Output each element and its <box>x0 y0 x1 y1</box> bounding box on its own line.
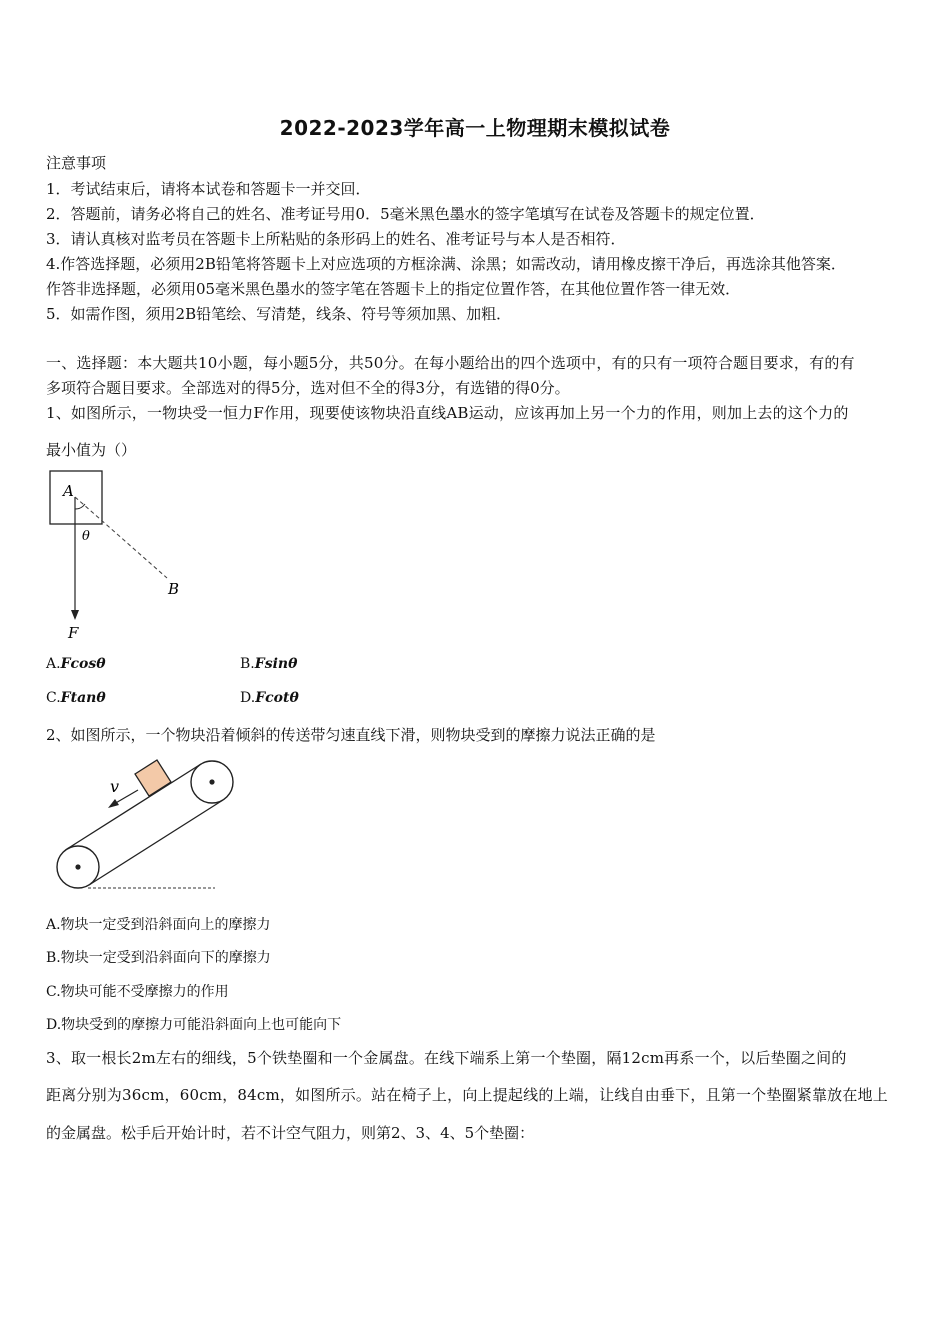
q2-option-d: D.物块受到的摩擦力可能沿斜面向上也可能向下 <box>46 1017 342 1033</box>
notice-item-3: 3．请认真核对监考员在答题卡上所粘贴的条形码上的姓名、准考证号与本人是否相符． <box>46 230 626 248</box>
q2-option-b: B.物块一定受到沿斜面向下的摩擦力 <box>46 950 271 966</box>
notice-item-4: 4.作答选择题，必须用2B铅笔将答题卡上对应选项的方框涂满、涂黑；如需改动，请用橡皮擦干净后，再选涂其他答案． <box>46 255 846 273</box>
notice-item-2: 2．答题前，请务必将自己的姓名、准考证号用0．5毫米黑色墨水的签字笔填写在试卷及答题卡的规定位置． <box>46 205 765 223</box>
section-intro-line-1: 一、选择题：本大题共10小题，每小题5分，共50分。在每小题给出的四个选项中，有的只有一项符合题目要求，有的有 <box>46 354 855 372</box>
q1-stem-line-1: 1、如图所示，一物块受一恒力F作用，现要使该物块沿直线AB运动，应该再加上另一个力的作用，则加上去的这个力的 <box>46 404 849 422</box>
lower-roller-axle <box>75 864 80 869</box>
q2-conveyor-diagram <box>50 752 250 897</box>
q1-option-b-value: Fsinθ <box>254 656 298 672</box>
notice-heading: 注意事项 <box>46 154 107 172</box>
upper-roller-axle <box>209 779 214 784</box>
q1-stem-line-2: 最小值为（） <box>46 441 137 459</box>
q3-stem-line-2: 距离分别为36cm，60cm，84cm，如图所示。站在椅子上，向上提起线的上端，让线自由垂下，且第一个垫圈紧靠放在地上 <box>46 1086 888 1104</box>
q1-option-c-letter: C. <box>46 690 61 706</box>
q1-option-a <box>46 656 106 672</box>
q1-force-diagram <box>40 462 200 642</box>
q1-option-d-letter: D. <box>240 690 256 706</box>
q1-option-b <box>240 656 297 672</box>
notice-item-4-continued: 作答非选择题，必须用05毫米黑色墨水的签字笔在答题卡上的指定位置作答，在其他位置作答一律无效． <box>46 280 741 298</box>
notice-item-1: 1．考试结束后，请将本试卷和答题卡一并交回． <box>46 180 371 198</box>
notice-item-5: 5．如需作图，须用2B铅笔绘、写清楚，线条、符号等须加黑、加粗． <box>46 305 512 323</box>
q1-option-d-value: Fcotθ <box>255 690 299 706</box>
q1-option-b-letter: B. <box>240 656 255 672</box>
belt-bottom-edge <box>89 800 223 885</box>
q1-option-a-value: Fcosθ <box>60 656 106 672</box>
label-b: B <box>168 580 180 598</box>
q1-option-a-letter: A. <box>46 656 61 672</box>
section-intro-line-2: 多项符合题目要求。全部选对的得5分，选对但不全的得3分，有选错的得0分。 <box>46 379 570 397</box>
page-title: 2022-2023学年高一上物理期末模拟试卷 <box>279 116 671 140</box>
label-v: v <box>110 777 120 796</box>
q1-option-c-value: Ftanθ <box>60 690 106 706</box>
q1-option-d <box>240 690 299 706</box>
q2-stem: 2、如图所示，一个物块沿着倾斜的传送带匀速直线下滑，则物块受到的摩擦力说法正确的是 <box>46 726 656 744</box>
q3-stem-line-1: 3、取一根长2m左右的细线，5个铁垫圈和一个金属盘。在线下端系上第一个垫圈，隔12cm再系一个，以后垫圈之间的 <box>46 1049 847 1067</box>
q2-option-a: A.物块一定受到沿斜面向上的摩擦力 <box>46 917 271 933</box>
label-theta: θ <box>82 529 90 544</box>
q1-option-c <box>46 690 106 706</box>
velocity-arrowhead <box>108 799 119 808</box>
theta-arc <box>75 504 85 509</box>
label-f: F <box>68 624 79 642</box>
q3-stem-line-3: 的金属盘。松手后开始计时，若不计空气阻力，则第2、3、4、5个垫圈： <box>46 1124 535 1142</box>
sliding-block <box>135 760 171 796</box>
q2-option-c: C.物块可能不受摩擦力的作用 <box>46 984 229 1000</box>
belt-top-edge <box>67 764 201 849</box>
label-a: A <box>63 482 74 500</box>
force-f-arrowhead <box>71 610 79 620</box>
